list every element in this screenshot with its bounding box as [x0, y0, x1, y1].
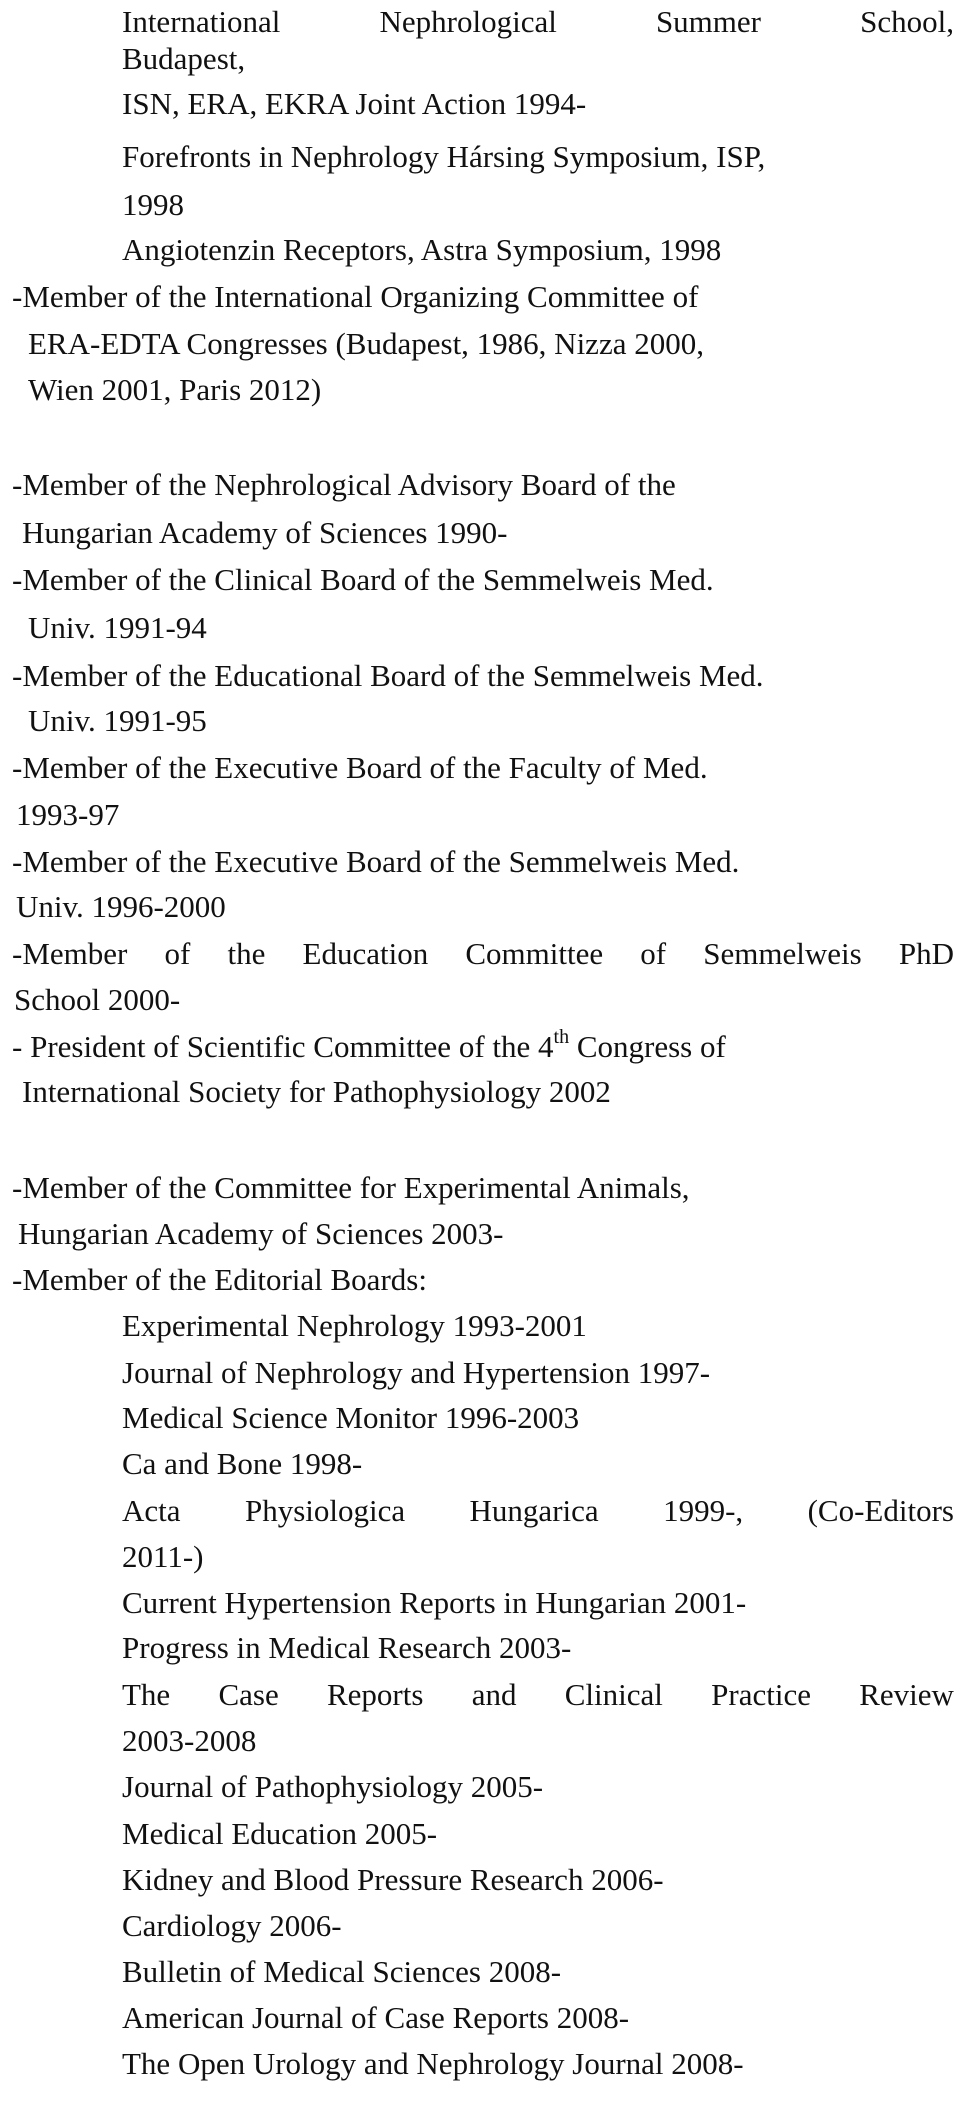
text-line: [122, 2, 954, 42]
text-line: Bulletin of Medical Sciences 2008-: [122, 1954, 562, 1989]
text-line: -Member of the International Organizing Committee of: [12, 279, 699, 314]
text-line: Journal of Pathophysiology 2005-: [122, 1769, 544, 1804]
word: Case: [218, 1677, 279, 1712]
text-line: Budapest,: [122, 41, 246, 76]
word: the: [227, 936, 266, 971]
text-segment: - President of Scientific Committee of the 4: [12, 1029, 554, 1064]
text-line: Progress in Medical Research 2003-: [122, 1630, 572, 1665]
text-line: Univ. 1996-2000: [16, 889, 226, 924]
word: The: [122, 1677, 171, 1712]
text-line: The Open Urology and Nephrology Journal 2008-: [122, 2046, 744, 2081]
text-line: Experimental Nephrology 1993-2001: [122, 1308, 587, 1343]
word: Nephrological: [379, 4, 557, 39]
text-line: Medical Science Monitor 1996-2003: [122, 1400, 580, 1435]
word: Reports: [327, 1677, 424, 1712]
word: School,: [860, 4, 954, 39]
text-line: [12, 1027, 726, 1067]
text-line: Hungarian Academy of Sciences 1990-: [22, 515, 508, 550]
text-line: American Journal of Case Reports 2008-: [122, 2000, 630, 2035]
text-line: -Member of the Executive Board of the Faculty of Med.: [12, 750, 708, 785]
text-line: 1998: [122, 187, 184, 222]
text-line: Kidney and Blood Pressure Research 2006-: [122, 1862, 664, 1897]
text-line: Wien 2001, Paris 2012): [28, 372, 322, 407]
word: Summer: [655, 4, 761, 39]
text-line: Medical Education 2005-: [122, 1816, 438, 1851]
text-line: School 2000-: [14, 982, 181, 1017]
word: Committee: [465, 936, 604, 971]
text-line: 2003-2008: [122, 1723, 257, 1758]
text-line: Current Hypertension Reports in Hungarian 2001-: [122, 1585, 747, 1620]
text-line: -Member of the Nephrological Advisory Board of the: [12, 467, 676, 502]
word: Semmelweis: [703, 936, 862, 971]
word: Practice: [711, 1677, 811, 1712]
word: Education: [302, 936, 429, 971]
text-line: -Member of the Committee for Experimental Animals,: [12, 1170, 690, 1205]
word: Physiologica: [244, 1493, 406, 1528]
word: 1999-,: [663, 1493, 744, 1528]
text-line: Forefronts in Nephrology Hársing Symposium, ISP,: [122, 139, 766, 174]
text-line: International Society for Pathophysiology 2002: [22, 1074, 611, 1109]
text-line: Cardiology 2006-: [122, 1908, 342, 1943]
text-line: Univ. 1991-95: [28, 703, 207, 738]
text-line: -Member of the Executive Board of the Semmelweis Med.: [12, 844, 740, 879]
word: (Co-Editors: [807, 1493, 954, 1528]
text-line: Univ. 1991-94: [28, 610, 207, 645]
word: -Member: [12, 936, 128, 971]
word: PhD: [898, 936, 954, 971]
text-line: Journal of Nephrology and Hypertension 1997-: [122, 1355, 711, 1390]
superscript: th: [553, 1026, 570, 1048]
word: International: [122, 4, 281, 39]
text-segment: Congress of: [569, 1029, 726, 1064]
text-line: Hungarian Academy of Sciences 2003-: [18, 1216, 504, 1251]
text-line: ISN, ERA, EKRA Joint Action 1994-: [122, 86, 587, 121]
text-line: -Member of the Editorial Boards:: [12, 1262, 427, 1297]
text-line: 2011-): [122, 1539, 204, 1574]
text-line: [122, 1675, 954, 1715]
text-line: 1993-97: [16, 797, 120, 832]
text-line: -Member of the Clinical Board of the Semmelweis Med.: [12, 562, 714, 597]
word: of: [640, 936, 667, 971]
word: Acta: [122, 1493, 181, 1528]
text-line: -Member of the Educational Board of the Semmelweis Med.: [12, 658, 764, 693]
text-line: [12, 934, 954, 974]
text-line: ERA-EDTA Congresses (Budapest, 1986, Nizza 2000,: [28, 326, 704, 361]
word: of: [164, 936, 191, 971]
word: and: [471, 1677, 517, 1712]
word: Clinical: [564, 1677, 663, 1712]
text-line: [122, 1491, 954, 1531]
text-line: Ca and Bone 1998-: [122, 1446, 363, 1481]
word: Hungarica: [469, 1493, 599, 1528]
word: Review: [859, 1677, 954, 1712]
text-line: Angiotenzin Receptors, Astra Symposium, 1998: [122, 232, 722, 267]
